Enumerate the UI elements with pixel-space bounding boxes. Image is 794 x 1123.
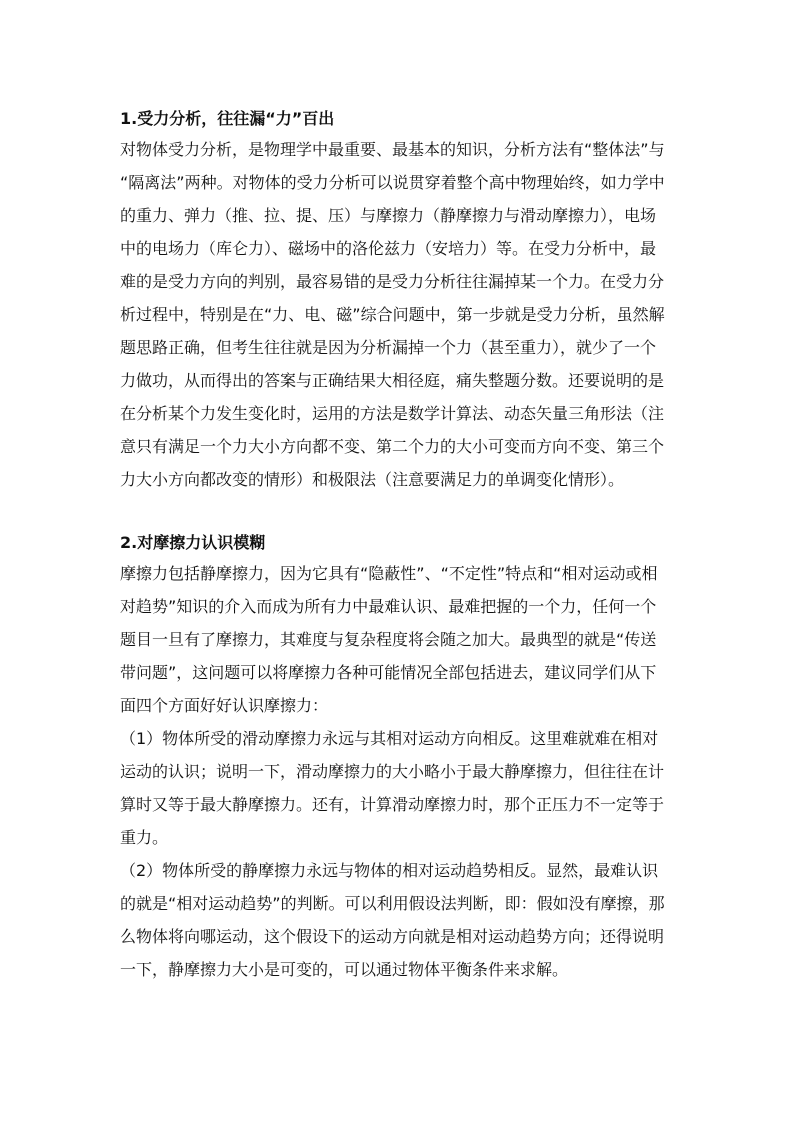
paragraph-line: 对趋势”知识的介入而成为所有力中最难认识、最难把握的一个力，任何一个 — [120, 597, 657, 616]
list-item-line: 运动的认识；说明一下，滑动摩擦力的大小略小于最大静摩擦力，但往往在计 — [120, 762, 665, 781]
section-friction — [120, 529, 676, 986]
list-item-line: 么物体将向哪运动，这个假设下的运动方向就是相对运动趋势方向；还得说明 — [120, 927, 665, 946]
section-heading: 2.对摩擦力认识模糊 — [120, 533, 266, 552]
document-page — [120, 105, 676, 986]
paragraph-line: 对物体受力分析，是物理学中最重要、最基本的知识，分析方法有“整体法”与 — [120, 140, 665, 159]
paragraph-line: 中的电场力（库仑力）、磁场中的洛伦兹力（安培力）等。在受力分析中，最 — [120, 239, 657, 258]
list-item-line: （1）物体所受的滑动摩擦力永远与其相对运动方向相反。这里难就难在相对 — [120, 729, 659, 748]
list-item-line: 重力。 — [120, 828, 169, 847]
paragraph-line: 意只有满足一个力大小方向都不变、第二个力的大小可变而方向不变、第三个 — [120, 437, 665, 456]
list-item-line: 一下，静摩擦力大小是可变的，可以通过物体平衡条件来求解。 — [120, 960, 569, 979]
paragraph-line: 析过程中，特别是在“力、电、磁”综合问题中，第一步就是受力分析，虽然解 — [120, 305, 665, 324]
section-spacer — [120, 496, 676, 529]
paragraph-line: 力大小方向都改变的情形）和极限法（注意要满足力的单调变化情形）。 — [120, 470, 625, 489]
list-item-line: 算时又等于最大静摩擦力。还有，计算滑动摩擦力时，那个正压力不一定等于 — [120, 795, 665, 814]
paragraph-line: 题思路正确，但考生往往就是因为分析漏掉一个力（甚至重力），就少了一个 — [120, 338, 657, 357]
section-force-analysis — [120, 105, 676, 496]
paragraph-line: 面四个方面好好认识摩擦力： — [120, 696, 329, 715]
list-item-line: （2）物体所受的静摩擦力永远与物体的相对运动趋势相反。显然，最难认识 — [120, 861, 659, 880]
paragraph-line: 难的是受力方向的判别，最容易错的是受力分析往往漏掉某一个力。在受力分 — [120, 272, 665, 291]
section-heading: 1.受力分析，往往漏“力”百出 — [120, 109, 335, 128]
paragraph-line: “隔离法”两种。对物体的受力分析可以说贯穿着整个高中物理始终，如力学中 — [120, 173, 665, 192]
paragraph-line: 题目一旦有了摩擦力，其难度与复杂程度将会随之加大。最典型的就是“传送 — [120, 630, 657, 649]
paragraph-line: 在分析某个力发生变化时，运用的方法是数学计算法、动态矢量三角形法（注 — [120, 404, 665, 423]
paragraph-line: 带问题”，这问题可以将摩擦力各种可能情况全部包括进去，建议同学们从下 — [120, 663, 657, 682]
list-item-line: 的就是“相对运动趋势”的判断。可以利用假设法判断，即：假如没有摩擦，那 — [120, 894, 665, 913]
paragraph-line: 的重力、弹力（推、拉、提、压）与摩擦力（静摩擦力与滑动摩擦力），电场 — [120, 206, 657, 225]
paragraph-line: 摩擦力包括静摩擦力，因为它具有“隐蔽性”、“不定性”特点和“相对运动或相 — [120, 564, 658, 583]
paragraph-line: 力做功，从而得出的答案与正确结果大相径庭，痛失整题分数。还要说明的是 — [120, 371, 665, 390]
